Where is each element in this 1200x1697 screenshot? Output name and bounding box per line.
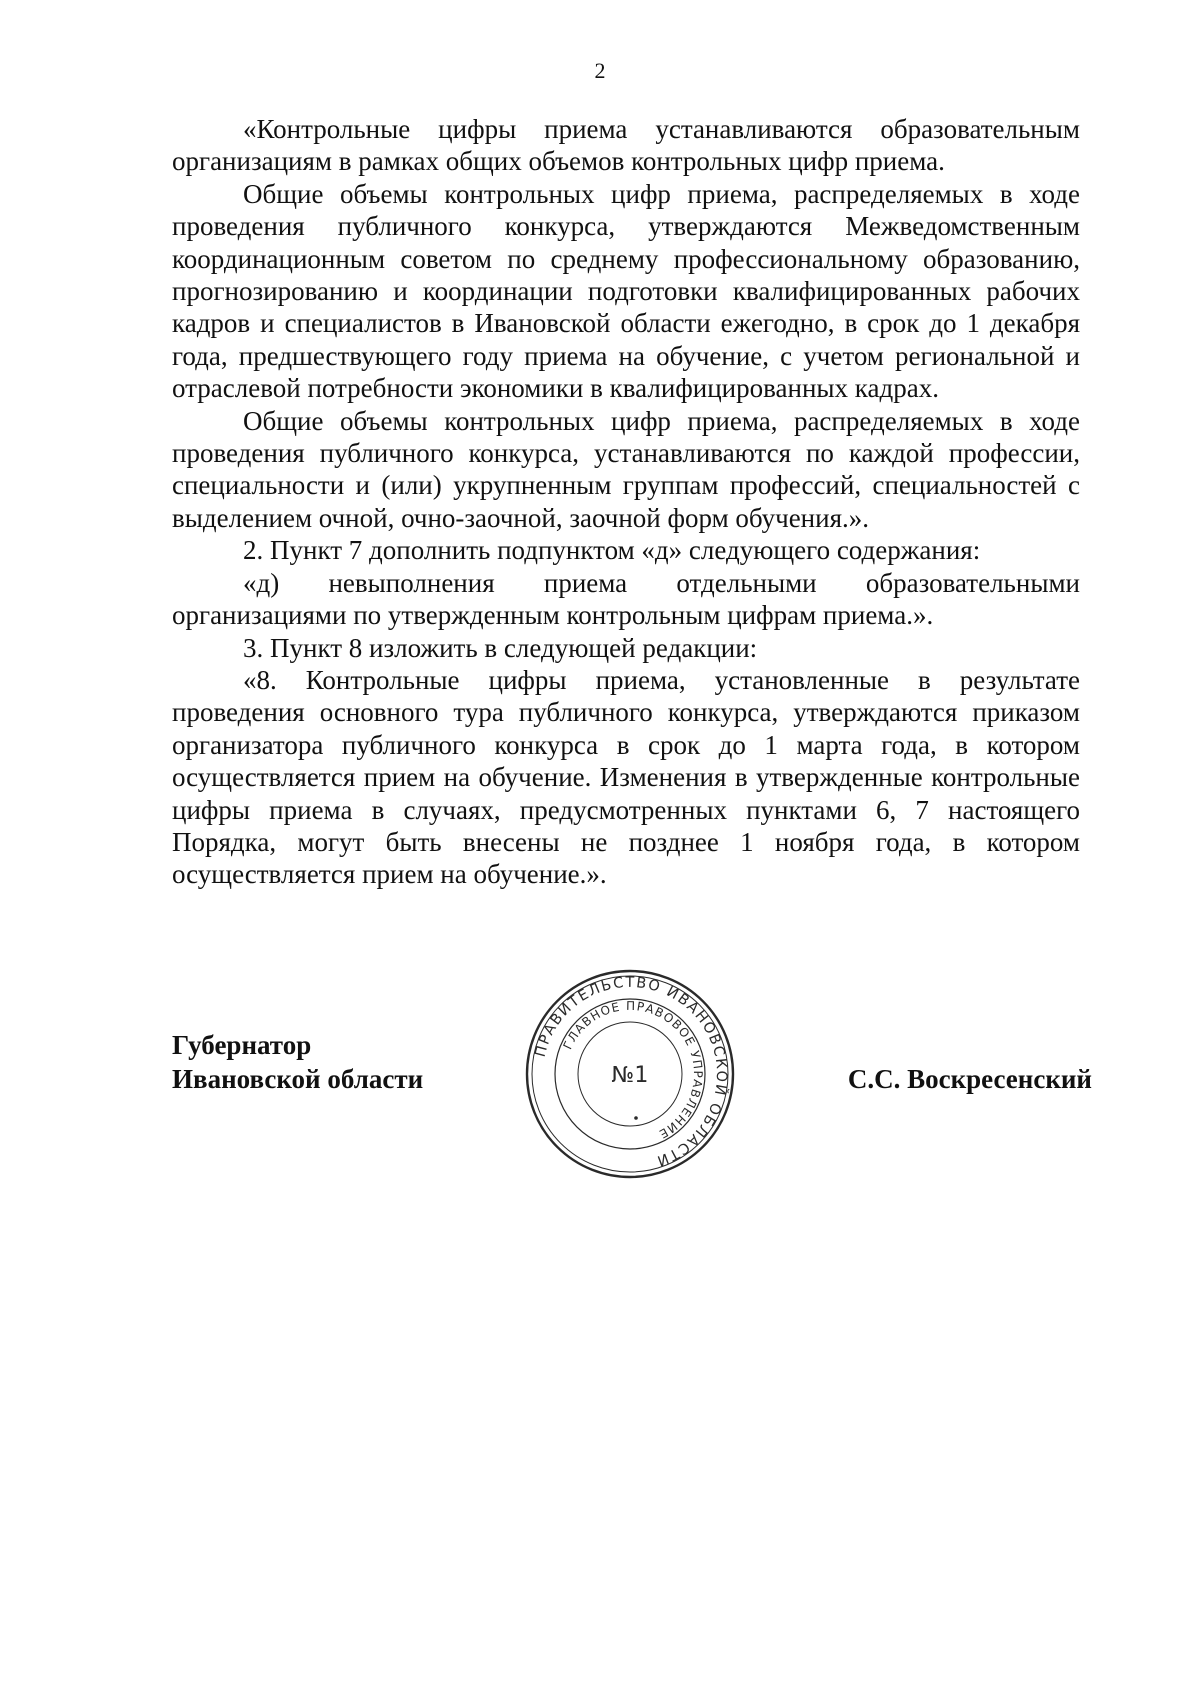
signatory-title <box>172 1028 423 1096</box>
seal-outer-text: ПРАВИТЕЛЬСТВО ИВАНОВСКОЙ ОБЛАСТИ <box>532 974 730 1169</box>
paragraph-5: «д) невыполнения приема отдельными образовательными организациями по утвержденным контрольным цифрам приема.». <box>172 567 1080 631</box>
paragraph-6: 3. Пункт 8 изложить в следующей редакции: <box>243 632 758 663</box>
paragraph-2: Общие объемы контрольных цифр приема, распределяемых в ходе проведения публичного конкурса, утверждаются Межведомственным координационным советом по среднему профессиональному образованию, прогнозированию и координации подготовки квалифицированных рабочих кадров и специалистов в Ивановской области ежегодно, в срок до 1 декабря года, предшествующего году приема на обучение, с учетом региональной и отраслевой потребности экономики в квалифицированных кадрах. <box>172 178 1080 404</box>
page-number: 2 <box>594 58 606 83</box>
official-seal <box>524 968 736 1180</box>
signatory-title-line-2: Ивановской области <box>172 1064 424 1094</box>
paragraph-3: Общие объемы контрольных цифр приема, распределяемых в ходе проведения публичного конкурса, устанавливаются по каждой профессии, специальности и (или) укрупненным группам профессий, специальностей с выделением очной, очно-заочной, заочной форм обучения.». <box>172 405 1080 533</box>
seal-inner-text: ГЛАВНОЕ ПРАВОВОЕ УПРАВЛЕНИЕ <box>560 998 706 1142</box>
paragraph-4: 2. Пункт 7 дополнить подпунктом «д» следующего содержания: <box>243 535 981 566</box>
document-body <box>172 113 1080 891</box>
paragraph-1: «Контрольные цифры приема устанавливаются образовательным организациям в рамках общих объемов контрольных цифр приема. <box>172 114 1080 177</box>
seal-center-dot <box>634 1116 638 1120</box>
signatory-title-line-1: Губернатор <box>172 1030 312 1060</box>
paragraph-7: «8. Контрольные цифры приема, установленные в результате проведения основного тура публичного конкурса, утверждаются приказом организатора публичного конкурса в срок до 1 марта года, в котором осуществляется прием на обучение. Изменения в утвержденные контрольные цифры приема в случаях, предусмотренных пунктами 6, 7 настоящего Порядка, могут быть внесены не позднее 1 ноября года, в котором осуществляется прием на обучение.». <box>172 664 1080 890</box>
seal-number: №1 <box>611 1063 649 1088</box>
signatory-name: С.С. Воскресенский <box>847 1064 1092 1094</box>
